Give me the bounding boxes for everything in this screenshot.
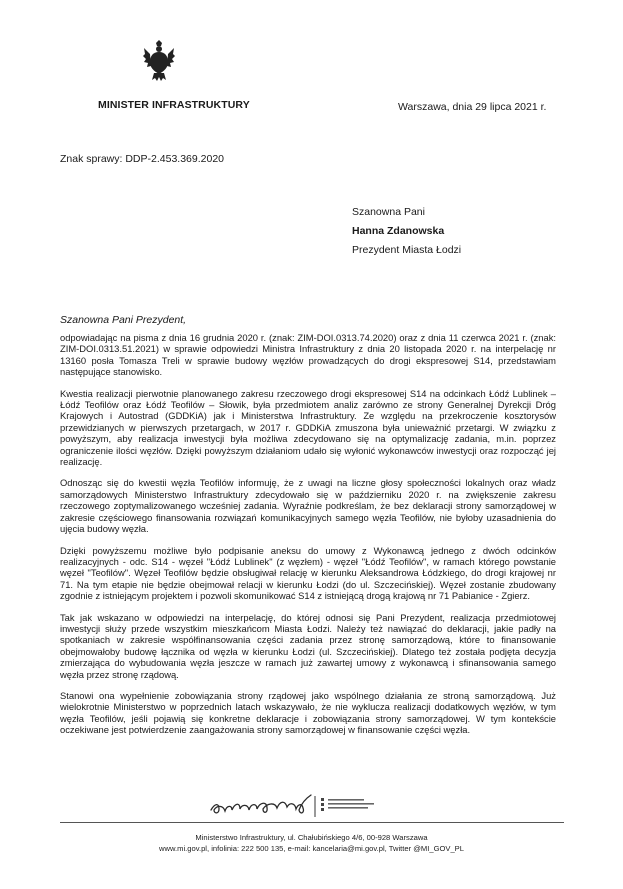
footer bbox=[0, 832, 623, 854]
body-paragraph: Kwestia realizacji pierwotnie planowanego zakresu rzeczowego drogi ekspresowej S14 na odcinkach Łódź Lublinek – Łódź Teofilów oraz Łódź Teofilów – Słowik, była przedmiotem analiz zarówno ze strony Generalnej Dyrekcji Dróg Krajowych i Autostrad (GDDKiA) jak i Ministerstwa Infrastruktury. Ze względu na przekroczenie kosztorysów przewidzianych w pierwszych przetargach, w 2017 r. GDDKiA zmuszona była unieważnić przetargi. W związku z powyższym, aby realizacja inwestycji była możliwa zdecydowano się na optymalizację zadania, m.in. poprzez ograniczenie ilości węzłów. Dzięki powyższym działaniom udało się wyłonić wykonawców inwestycji oraz rozpocząć jej realizację. bbox=[60, 387, 556, 468]
body-paragraph: odpowiadając na pisma z dnia 16 grudnia 2020 r. (znak: ZIM-DOI.0313.74.2020) oraz z dnia 11 czerwca 2021 r. (znak: ZIM-DOI.0313.51.2021) w sprawie odpowiedzi Ministra Infrastruktury z dnia 20 listopada 2020 r. na interpelację nr 13160 posła Tomasza Trelі w sprawie budowy węzłów prowadzących do drogi ekspresowej S14, przedstawiam następujące stanowisko. bbox=[60, 332, 556, 378]
salutation: Szanowna Pani Prezydent, bbox=[60, 314, 187, 326]
body-paragraph: Tak jak wskazano w odpowiedzi na interpelację, do której odnosi się Pani Prezydent, realizacja przedmiotowej inwestycji służy przede wszystkim mieszkańcom Miasta Łodzi. Należy też nawiązać do deklaracji, jakie padły na spotkaniach w zakresie współfinansowania części zadania przez stronę samorządową, które to finansowanie obejmowałoby budowę łącznika od węzła w kierunku Łodzi (ul. Szczecińskiej). Dlatego też została podjęta decyzja zmierzająca do wybudowania węzła jeszcze w ramach już zawartej umowy z wykonawcą i sfinansowania samego węzła przez stronę rządową. bbox=[60, 611, 556, 680]
recipient-block bbox=[352, 203, 461, 260]
recipient-greeting: Szanowna Pani bbox=[352, 206, 425, 218]
body-paragraph: Odnosząc się do kwestii węzła Teofilów informuję, że z uwagi na liczne głosy społeczności lokalnych oraz władz samorządowych Ministerstwo Infrastruktury zdecydowało się w październiku 2020 r. na zwiększenie zakresu rzeczowego zoptymalizowanego wcześniej zadania. Wyraźnie podkreślam, że bez deklaracji strony samorządowej w zakresie częściowego finansowania rozwiązań komunikacyjnych samego węzła Teofilów, nie byłoby uzasadnienia do ujęcia budowy węzła. bbox=[60, 477, 556, 535]
recipient-title: Prezydent Miasta Łodzi bbox=[352, 244, 462, 256]
body-paragraph: Stanowi ona wypełnienie zobowiązania strony rządowej jako wspólnego działania ze stroną samorządową. Już wielokrotnie Ministerstwo w poprzednich latach wskazywało, że nie wyklucza realizacji dodatkowych węzłów, w tym węzła Teofilów, jeśli pojawią się konkretne deklaracje i zobowiązania strony samorządowej. W tym kontekście oczekiwane jest potwierdzenie zaangażowania strony samorządowej w finansowanie części węzła. bbox=[60, 689, 556, 736]
place-date: Warszawa, dnia 29 lipca 2021 r. bbox=[398, 101, 547, 113]
polish-eagle-emblem-icon bbox=[143, 40, 175, 82]
recipient-name: Hanna Zdanowska bbox=[352, 225, 445, 237]
body-paragraph: Dzięki powyższemu możliwe było podpisanie aneksu do umowy z Wykonawcą jednego z dwóch odcinków realizacyjnych - odc. S14 - węzeł "Łódź Lublinek" (z węzłem) - węzeł "Łódź Teofilów", w ramach którego powstanie węzeł "Teofilów". Węzeł Teofilów będzie obsługiwał relację w kierunku Aleksandrowa Łódzkiego, do drogi krajowej nr 71. Na tym etapie nie będzie obejmował relacji w kierunku Łodzi (do ul. Szczecińskiej). Węzeł zostanie zbudowany zgodnie z istniejącym projektem i pozwoli skomunikować S14 z istniejącą drogą krajową nr 71 Pabianice - Zgierz. bbox=[60, 544, 556, 602]
footer-address: Ministerstwo Infrastruktury, ul. Chałubińskiego 4/6, 00-928 Warszawa bbox=[195, 833, 428, 842]
case-number: Znak sprawy: DDP-2.453.369.2020 bbox=[60, 153, 225, 165]
footer-divider bbox=[60, 822, 564, 823]
letter-body bbox=[60, 332, 556, 746]
footer-contact: www.mi.gov.pl, infolinia: 222 500 135, e-mail: kancelaria@mi.gov.pl, Twitter @MI_GOV_PL bbox=[159, 844, 464, 853]
signature bbox=[205, 793, 405, 819]
issuer-name: MINISTER INFRASTRUKTURY bbox=[98, 99, 250, 111]
